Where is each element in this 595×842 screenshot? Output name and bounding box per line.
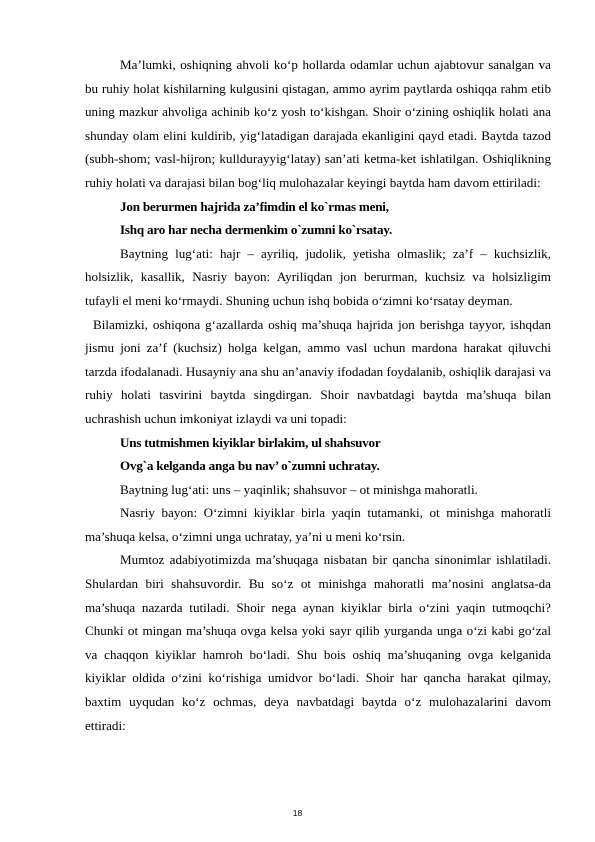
- page-number: 18: [292, 808, 303, 818]
- paragraph-oshiq-ahvoli: Ma’lumki, oshiqning ahvoli ko‘p hollarda odamlar uchun ajabtovur sanalgan va bu ruhiy holat kishilarning kulgusini qistagan, ammo ayrim paytlarda oshiqqa rahm etib uning mazkur ahvoliga achinib ko‘z yosh to‘kishgan. Shoir o‘zining oshiqlik holati ana shunday olam elini kuldirib, yig‘latadigan darajada ekanligini qayd etadi. Baytda tazod (subh-shom; vasl-hijron; kulldurayyig‘latay) san’ati ketma-ket ishlatilgan. Oshiqlikning ruhiy holati va darajasi bilan bog‘liq mulohazalar keyingi baytda ham davom ettiriladi:: [85, 57, 551, 190]
- paragraph-mumtoz-adabiyot: Mumtoz adabiyotimizda ma’shuqaga nisbatan bir qancha sinonimlar ishlatiladi. Shulardan biri shahsuvordir. Bu so‘z ot minishga mahoratli ma’nosini anglatsa-da ma’shuqa nazarda tutiladi. Shoir nega aynan kiyiklar birla o‘zini yaqin tutmoqchi? Chunki ot mingan ma’shuqa ovga kelsa yoki sayr qilib yurganda unga o‘zi kabi go‘zal va chaqqon kiyiklar hamroh bo‘ladi. Shu bois oshiq ma’shuqaning ovga kelganida kiyiklar oldida o‘zini ko‘rishiga umidvor bo‘ladi. Shoir har qancha harakat qilmay, baxtim uyqudan ko‘z ochmas, deya navbatdagi baytda o‘z mulohazalarini davom ettiradi:: [85, 552, 551, 733]
- paragraph-nasriy-bayon: Nasriy bayon: O‘zimni kiyiklar birla yaqin tutamanki, ot minishga mahoratli ma’shuqa kelsa, o‘zimni unga uchratay, ya’ni u meni ko‘rsin.: [85, 505, 551, 544]
- paragraph-bilamizki: Bilamizki, oshiqona g‘azallarda oshiq ma’shuqa hajrida jon berishga tayyor, ishqdan jismu joni za’f (kuchsiz) holga kelgan, ammo vasl uchun mardona harakat qiluvchi tarzda ifodalanadi. Husayniy ana shu an’anaviy ifodadan foydalanib, oshiqlik darajasi va ruhiy holati tasvirini baytda singdirgan. Shoir navbatdagi baytda ma’shuqa bilan uchrashish uchun imkoniyat izlaydi va uni topadi:: [85, 316, 551, 426]
- paragraph-baytning-lugati-1: Baytning lug‘ati: hajr – ayriliq, judolik, yetisha olmaslik; za’f – kuchsizlik, holsizlik, kasallik, Nasriy bayon: Ayriliqdan jon berurman, kuchsiz va holsizligim tufayli el meni ko‘rmaydi. Shuning uchun ishq bobida o‘zimni ko‘rsatay deyman.: [85, 245, 551, 308]
- paragraph-baytning-lugati-2: Baytning lug‘ati: uns – yaqinlik; shahsuvor – ot minishga mahoratli.: [120, 481, 478, 497]
- verse-line-2: Ishq aro har necha dermenkim o`zumni ko`rsatay.: [120, 222, 393, 238]
- verse-line-4: Ovg`a kelganda anga bu nav’ o`zumni uchratay.: [120, 458, 380, 474]
- document-body: [85, 53, 551, 737]
- verse-line-3: Uns tutmishmen kiyiklar birlakim, ul shahsuvor: [120, 434, 381, 450]
- verse-line-1: Jon berurmen hajrida za’fimdin el ko`rmas meni,: [120, 198, 389, 214]
